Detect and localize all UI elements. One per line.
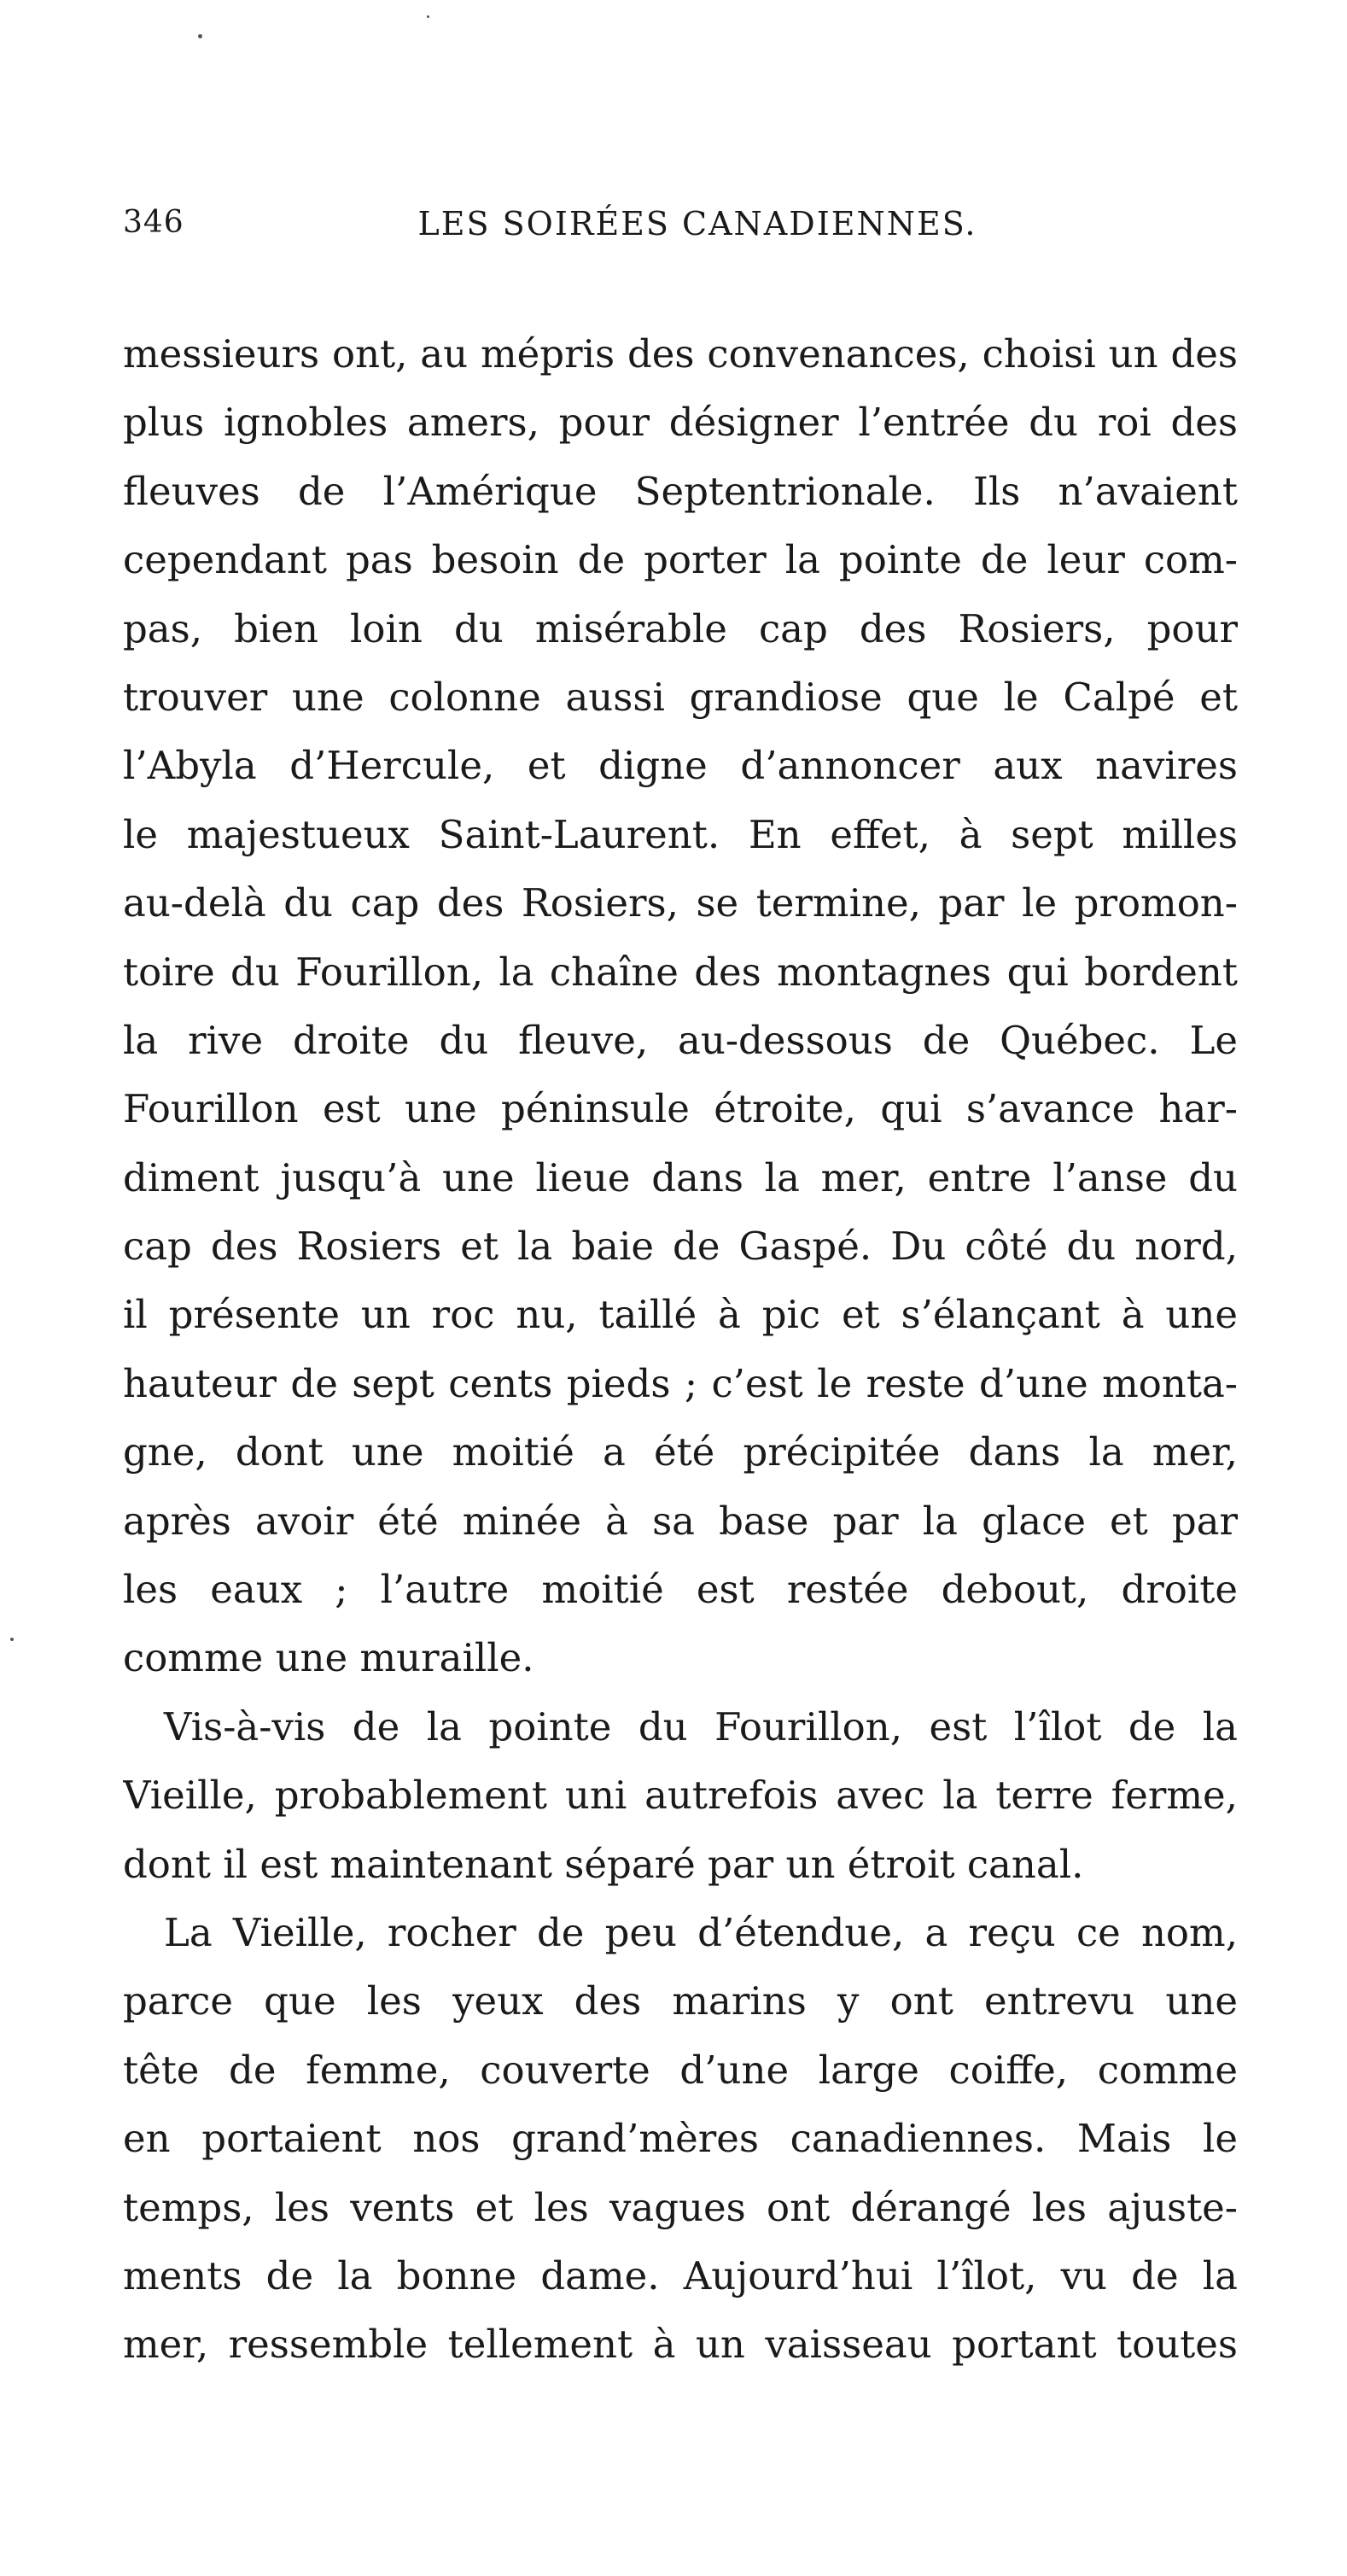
text-line: fleuves de l’Amérique Septentrionale. Ils n’avaient (123, 468, 1238, 514)
text-line: ments de la bonne dame. Aujourd’hui l’îlot, vu de la (123, 2252, 1238, 2299)
text-line: gne, dont une moitié a été précipitée dans la mer, (123, 1429, 1238, 1475)
text-line: Vieille, probablement uni autrefois avec la terre ferme, (123, 1773, 1238, 1819)
page-header (123, 205, 1238, 256)
text-line: les eaux ; l’autre moitié est restée debout, droite (123, 1567, 1238, 1613)
text-line: il présente un roc nu, taillé à pic et s’élançant à une (123, 1292, 1238, 1338)
text-line: cap des Rosiers et la baie de Gaspé. Du côté du nord, (123, 1224, 1238, 1270)
text-line: temps, les vents et les vagues ont dérangé les ajuste- (123, 2184, 1238, 2230)
text-line: au-delà du cap des Rosiers, se termine, par le promon- (123, 880, 1238, 926)
text-line: trouver une colonne aussi grandiose que le Calpé et (123, 674, 1238, 720)
text-line: parce que les yeux des marins y ont entrevu une (123, 1978, 1238, 2024)
text-line: diment jusqu’à une lieue dans la mer, entre l’anse du (123, 1154, 1238, 1200)
print-speck (198, 34, 202, 38)
print-speck (10, 1638, 14, 1641)
text-line: mer, ressemble tellement à un vaisseau portant toutes (123, 2322, 1238, 2368)
paragraph-first-line: Vis-à-vis de la pointe du Fourillon, est l’îlot de la (164, 1703, 1238, 1749)
print-speck (427, 15, 429, 18)
text-line: après avoir été minée à sa base par la glace et par (123, 1498, 1238, 1544)
text-line: la rive droite du fleuve, au-dessous de Québec. Le (123, 1017, 1238, 1063)
text-line: Fourillon est une péninsule étroite, qui s’avance har- (123, 1086, 1238, 1132)
text-line: cependant pas besoin de porter la pointe de leur com- (123, 537, 1238, 583)
text-line: hauteur de sept cents pieds ; c’est le reste d’une monta- (123, 1360, 1238, 1406)
paragraph-first-line: La Vieille, rocher de peu d’étendue, a reçu ce nom, (164, 1909, 1238, 1955)
text-line: en portaient nos grand’mères canadiennes. Mais le (123, 2116, 1238, 2162)
running-head: LES SOIRÉES CANADIENNES. (417, 205, 977, 242)
text-line: pas, bien loin du misérable cap des Rosiers, pour (123, 605, 1238, 651)
text-line: tête de femme, couverte d’une large coiffe, comme (123, 2047, 1238, 2093)
text-line: toire du Fourillon, la chaîne des montagnes qui bordent (123, 949, 1238, 995)
paragraph-last-line: dont il est maintenant séparé par un étroit canal. (123, 1841, 1084, 1887)
text-line: l’Abyla d’Hercule, et digne d’annoncer aux navires (123, 743, 1238, 789)
text-line: plus ignobles amers, pour désigner l’entrée du roi des (123, 400, 1238, 446)
page-number: 346 (123, 205, 184, 240)
paragraph-last-line: comme une muraille. (123, 1635, 534, 1681)
text-line: messieurs ont, au mépris des convenances, choisi un des (123, 331, 1238, 377)
body-text (123, 320, 1238, 2380)
text-line: le majestueux Saint-Laurent. En effet, à sept milles (123, 811, 1238, 857)
